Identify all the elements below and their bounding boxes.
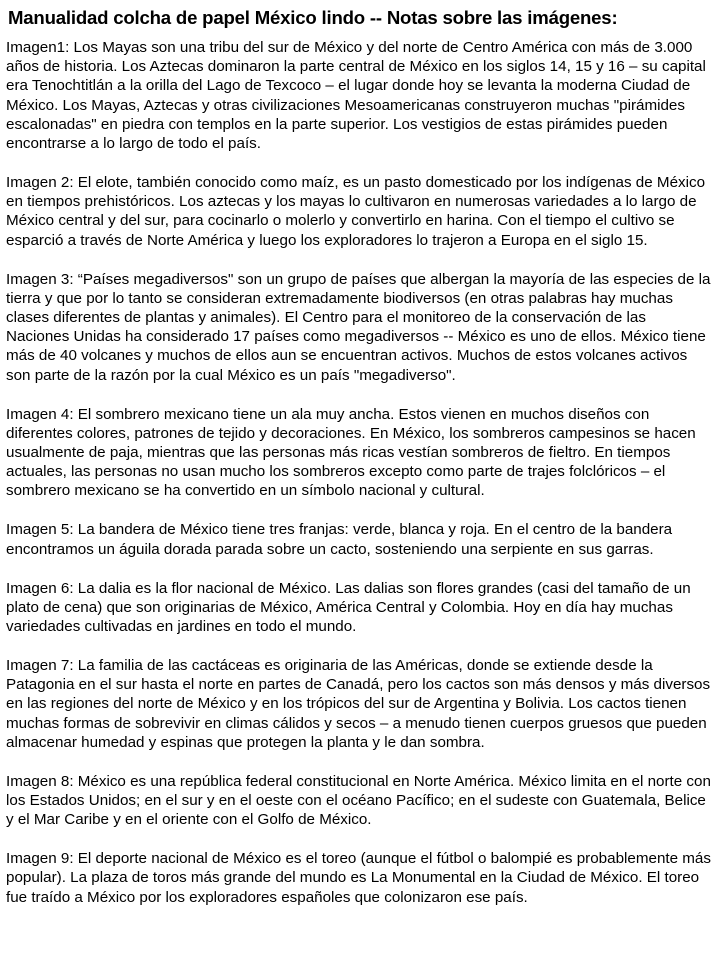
note-imagen-3: Imagen 3: “Países megadiversos" son un grupo de países que albergan la mayoría de las especies de la tierra y que por lo tanto se consideran extremadamente biodiversos (en otras palabras hay muchas clases diferentes de plantas y animales). El Centro para el monitoreo de la conservación de las Naciones Unidas ha considerado 17 países como megadiversos -- México es uno de ellos. México tiene más de 40 volcanes y muchos de ellos aun se encuentran activos. Muchos de estos volcanes activos son parte de la razón por la cual México es un país "megadiverso". bbox=[6, 270, 711, 384]
note-imagen-4: Imagen 4: El sombrero mexicano tiene un ala muy ancha. Estos vienen en muchos diseños con diferentes colores, patrones de tejido y decoraciones. En México, los sombreros campesinos se hacen usualmente de paja, mientras que las personas más ricas vestían sombreros de fieltro. En tiempos actuales, las personas no usan mucho los sombreros excepto como parte de trajes folclóricos – el sombrero mexicano se ha convertido en un símbolo nacional y cultural. bbox=[6, 405, 696, 500]
note-imagen-6: Imagen 6: La dalia es la flor nacional de México. Las dalias son flores grandes (casi del tamaño de un plato de cena) que son originarias de México, América Central y Colombia. Hoy en día hay muchas variedades cultivadas en jardines en todo el mundo. bbox=[6, 579, 691, 636]
note-imagen-5: Imagen 5: La bandera de México tiene tres franjas: verde, blanca y roja. En el centro de la bandera encontramos un águila dorada parada sobre un cacto, sosteniendo una serpiente en sus garras. bbox=[6, 521, 673, 558]
note-imagen-8: Imagen 8: México es una república federal constitucional en Norte América. México limita en el norte con los Estados Unidos; en el sur y en el oeste con el océano Pacífico; en el sudeste con Guatemala, Belice y el Mar Caribe y en el oriente con el Golfo de México. bbox=[6, 772, 711, 829]
note-imagen-7: Imagen 7: La familia de las cactáceas es originaria de las Américas, donde se extiende desde la Patagonia en el sur hasta el norte en partes de Canadá, pero los cactos son más densos y más diversos en las regiones del norte de México y en los trópicos del sur de Argentina y Bolivia. Los cactos tienen muchas formas de sobrevivir en climas cálidos y secos – a menudo tienen cuerpos gruesos que pueden almacenar humedad y espinas que protegen la planta y le dan sombra. bbox=[6, 657, 711, 751]
note-imagen-2: Imagen 2: El elote, también conocido como maíz, es un pasto domesticado por los indígenas de México en tiempos prehistóricos. Los aztecas y los mayas lo cultivaron en numerosas variedades a lo largo de México central y del sur, para cocinarlo o molerlo y convertirlo en harina. Con el tiempo el cultivo se esparció a través de Norte América y luego los exploradores lo trajeron a Europa en el siglo 15. bbox=[6, 174, 706, 249]
note-imagen-1: Imagen1: Los Mayas son una tribu del sur de México y del norte de Centro América con más de 3.000 años de historia. Los Aztecas dominaron la parte central de México en los siglos 14, 15 y 16 – su capital era Tenochtitlán a la orilla del Lago de Texcoco – el lugar donde hoy se levanta la moderna Ciudad de México. Los Mayas, Aztecas y otras civilizaciones Mesoamericanas construyeron muchas "pirámides escalonadas" en piedra con templos en la parte superior. Los vestigios de estas pirámides pueden encontrarse a lo largo de todo el país. bbox=[6, 39, 706, 153]
note-imagen-9: Imagen 9: El deporte nacional de México es el toreo (aunque el fútbol o balompié es probablemente más popular). La plaza de toros más grande del mundo es La Monumental en la Ciudad de México. El toreo fue traído a México por los exploradores españoles que colonizaron ese país. bbox=[6, 850, 711, 906]
document-title: Manualidad colcha de papel México lindo -- Notas sobre las imágenes: bbox=[8, 7, 618, 28]
